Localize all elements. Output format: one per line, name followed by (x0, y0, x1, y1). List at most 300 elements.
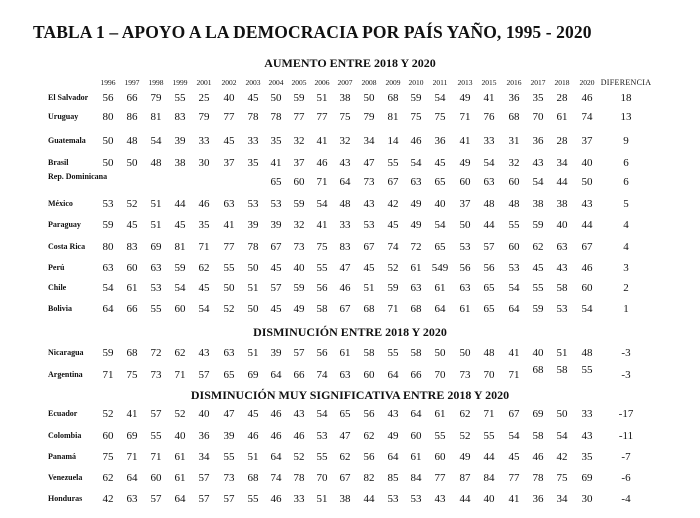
table-cell: 59 (293, 282, 305, 294)
difference-cell: 6 (623, 157, 629, 169)
table-cell: 55 (387, 347, 399, 359)
table-cell: 41 (316, 219, 328, 231)
table-cell: 54 (434, 219, 446, 231)
table-cell: 55 (150, 303, 162, 315)
year-header: 2016 (506, 78, 522, 87)
table-cell: 79 (150, 92, 162, 104)
table-cell: 43 (198, 347, 210, 359)
table-cell: 51 (247, 347, 259, 359)
table-cell: 47 (339, 430, 351, 442)
table-cell: 57 (198, 369, 210, 381)
table-cell: 77 (293, 111, 305, 123)
table-cell: 36 (532, 135, 544, 147)
table-cell: 61 (174, 472, 186, 484)
table-cell: 64 (508, 303, 520, 315)
table-row (0, 364, 700, 383)
table-cell: 62 (459, 408, 471, 420)
table-cell: 60 (102, 430, 114, 442)
table-cell: 60 (174, 303, 186, 315)
table-cell: 32 (293, 219, 305, 231)
table-cell: 57 (223, 493, 235, 505)
table-cell: 63 (102, 262, 114, 274)
table-cell: 73 (459, 369, 471, 381)
table-cell: 61 (339, 347, 351, 359)
table-cell: 71 (459, 111, 471, 123)
table-cell: 36 (434, 135, 446, 147)
table-cell: 54 (556, 430, 568, 442)
table-cell: 66 (293, 369, 305, 381)
table-cell: 43 (434, 493, 446, 505)
table-cell: 33 (581, 408, 593, 420)
table-cell: 40 (293, 262, 305, 274)
table-cell: 33 (339, 219, 351, 231)
table-cell: 67 (339, 472, 351, 484)
table-cell: 57 (150, 408, 162, 420)
table-cell: 33 (293, 493, 305, 505)
table-cell: 52 (223, 303, 235, 315)
table-cell: 38 (339, 493, 351, 505)
country-name: Brasil (48, 158, 69, 167)
table-cell: 71 (508, 369, 520, 381)
table-cell: 32 (293, 135, 305, 147)
country-name: Uruguay (48, 112, 79, 121)
year-header: 2020 (579, 78, 595, 87)
table-cell: 82 (363, 472, 375, 484)
table-cell: 45 (363, 262, 375, 274)
table-cell: 50 (434, 347, 446, 359)
table-cell: 40 (198, 408, 210, 420)
table-cell: 64 (410, 408, 422, 420)
table-cell: 50 (459, 347, 471, 359)
table-row (0, 90, 700, 106)
table-cell: 61 (434, 282, 446, 294)
table-cell: 56 (363, 451, 375, 463)
table-cell: 46 (270, 493, 282, 505)
table-cell: 63 (556, 241, 568, 253)
table-cell: 40 (581, 157, 593, 169)
table-cell: 53 (247, 198, 259, 210)
table-cell: 65 (223, 369, 235, 381)
table-cell: 56 (363, 408, 375, 420)
table-cell: 48 (581, 347, 593, 359)
table-cell: 40 (174, 430, 186, 442)
table-cell: 50 (363, 92, 375, 104)
table-row (0, 133, 700, 149)
year-header: 2001 (196, 78, 212, 87)
table-cell: 75 (316, 241, 328, 253)
table-cell: 78 (247, 241, 259, 253)
table-cell: 59 (410, 92, 422, 104)
table-cell: 55 (247, 493, 259, 505)
table-cell: 56 (316, 282, 328, 294)
table-cell: 73 (363, 176, 375, 188)
table-cell: 68 (387, 92, 399, 104)
difference-cell: -11 (618, 430, 634, 442)
table-cell: 39 (174, 135, 186, 147)
table-row (0, 196, 700, 212)
table-cell: 51 (150, 219, 162, 231)
table-cell: 60 (459, 176, 471, 188)
table-row (0, 217, 700, 233)
table-cell: 54 (102, 282, 114, 294)
table-cell: 44 (459, 493, 471, 505)
table-cell: 59 (174, 262, 186, 274)
table-cell: 55 (434, 430, 446, 442)
table-cell: 61 (174, 451, 186, 463)
table-cell: 63 (339, 369, 351, 381)
table-cell: 56 (102, 92, 114, 104)
table-cell: 28 (556, 135, 568, 147)
table-cell: 45 (434, 157, 446, 169)
table-cell: 59 (102, 219, 114, 231)
table-row (0, 449, 700, 465)
table-cell: 75 (126, 369, 138, 381)
table-cell: 60 (363, 369, 375, 381)
table-cell: 49 (410, 198, 422, 210)
table-cell: 61 (434, 408, 446, 420)
table-cell: 67 (363, 241, 375, 253)
table-cell: 67 (508, 408, 520, 420)
table-cell: 45 (126, 219, 138, 231)
table-cell: 62 (174, 347, 186, 359)
table-cell: 43 (532, 157, 544, 169)
table-cell: 57 (270, 282, 282, 294)
difference-cell: 2 (623, 282, 629, 294)
table-cell: 54 (316, 408, 328, 420)
difference-cell: -3 (621, 369, 631, 381)
year-header: 2008 (361, 78, 377, 87)
table-cell: 34 (556, 157, 568, 169)
year-header: 1998 (148, 78, 164, 87)
table-cell: 55 (532, 282, 544, 294)
difference-cell: -3 (621, 347, 631, 359)
country-name: El Salvador (48, 93, 89, 102)
table-cell: 77 (434, 472, 446, 484)
year-header: 1996 (100, 78, 116, 87)
country-name: Colombia (48, 431, 82, 440)
table-cell: 77 (223, 111, 235, 123)
table-cell: 59 (532, 303, 544, 315)
difference-cell: 6 (623, 176, 629, 188)
table-cell: 52 (293, 451, 305, 463)
table-cell: 71 (198, 241, 210, 253)
table-cell: 52 (387, 262, 399, 274)
table-cell: 69 (581, 472, 593, 484)
table-cell: 61 (410, 451, 422, 463)
table-cell: 34 (556, 493, 568, 505)
table-cell: 55 (223, 451, 235, 463)
table-cell: 55 (316, 451, 328, 463)
table-cell: 62 (102, 472, 114, 484)
table-cell: 59 (387, 282, 399, 294)
table-cell: 46 (316, 157, 328, 169)
table-cell: 46 (532, 451, 544, 463)
table-cell: 38 (174, 157, 186, 169)
table-cell: 44 (483, 219, 495, 231)
table-cell: 49 (459, 451, 471, 463)
country-name: Costa Rica (48, 242, 86, 251)
difference-cell: 5 (623, 198, 629, 210)
difference-cell: -4 (621, 493, 631, 505)
table-cell: 65 (434, 176, 446, 188)
table-cell: 50 (102, 135, 114, 147)
table-cell: 46 (247, 430, 259, 442)
table-cell: 73 (150, 369, 162, 381)
year-header-row (0, 77, 700, 89)
table-cell: 72 (150, 347, 162, 359)
table-cell: 549 (431, 262, 449, 274)
year-header: 2010 (408, 78, 424, 87)
year-header: 2004 (268, 78, 284, 87)
table-cell: 55 (483, 430, 495, 442)
table-cell: 60 (150, 472, 162, 484)
table-cell: 48 (483, 347, 495, 359)
year-header: 2006 (314, 78, 330, 87)
table-cell: 14 (387, 135, 399, 147)
table-cell: 33 (198, 135, 210, 147)
table-cell: 67 (581, 241, 593, 253)
table-cell: 68 (532, 364, 544, 376)
table-cell: 50 (126, 157, 138, 169)
year-header: 2009 (385, 78, 401, 87)
table-cell: 39 (270, 219, 282, 231)
country-name: Argentina (48, 370, 83, 379)
table-cell: 42 (387, 198, 399, 210)
table-cell: 69 (247, 369, 259, 381)
table-cell: 70 (434, 369, 446, 381)
table-row (0, 428, 700, 444)
table-row (0, 491, 700, 507)
table-cell: 50 (556, 408, 568, 420)
year-header: 2005 (291, 78, 307, 87)
table-cell: 60 (126, 262, 138, 274)
table-cell: 46 (339, 282, 351, 294)
table-cell: 38 (339, 92, 351, 104)
table-cell: 42 (556, 451, 568, 463)
table-cell: 50 (223, 282, 235, 294)
table-cell: 61 (459, 303, 471, 315)
table-cell: 60 (581, 282, 593, 294)
table-row (0, 406, 700, 422)
table-cell: 64 (270, 451, 282, 463)
table-cell: 43 (387, 408, 399, 420)
table-cell: 39 (223, 430, 235, 442)
table-cell: 44 (581, 219, 593, 231)
table-cell: 45 (270, 303, 282, 315)
table-cell: 37 (459, 198, 471, 210)
table-cell: 54 (198, 303, 210, 315)
table-cell: 55 (150, 430, 162, 442)
table-cell: 78 (247, 111, 259, 123)
year-header: 2002 (221, 78, 237, 87)
table-cell: 74 (387, 241, 399, 253)
table-cell: 45 (247, 92, 259, 104)
table-cell: 86 (126, 111, 138, 123)
table-row (0, 280, 700, 296)
table-cell: 47 (363, 157, 375, 169)
table-cell: 73 (223, 472, 235, 484)
table-cell: 48 (126, 135, 138, 147)
table-cell: 58 (410, 347, 422, 359)
table-cell: 63 (150, 262, 162, 274)
table-cell: 41 (508, 493, 520, 505)
table-cell: 61 (410, 262, 422, 274)
table-cell: 56 (459, 262, 471, 274)
table-cell: 43 (581, 198, 593, 210)
table-cell: 66 (410, 369, 422, 381)
table-cell: 36 (198, 430, 210, 442)
table-cell: 54 (316, 198, 328, 210)
table-cell: 68 (247, 472, 259, 484)
table-cell: 46 (581, 262, 593, 274)
table-cell: 77 (508, 472, 520, 484)
table-cell: 78 (532, 472, 544, 484)
table-cell: 62 (339, 451, 351, 463)
table-cell: 67 (339, 303, 351, 315)
country-name: Panamá (48, 452, 76, 461)
table-cell: 54 (150, 135, 162, 147)
table-cell: 41 (459, 135, 471, 147)
table-cell: 71 (150, 451, 162, 463)
table-cell: 54 (483, 157, 495, 169)
year-header: 2011 (432, 78, 448, 87)
table-cell: 53 (508, 262, 520, 274)
table-cell: 70 (532, 111, 544, 123)
table-cell: 45 (508, 451, 520, 463)
table-cell: 71 (126, 451, 138, 463)
table-cell: 57 (483, 241, 495, 253)
table-cell: 60 (410, 430, 422, 442)
table-cell: 54 (581, 303, 593, 315)
table-cell: 45 (270, 262, 282, 274)
table-cell: 38 (556, 198, 568, 210)
table-cell: 58 (316, 303, 328, 315)
table-cell: 58 (363, 347, 375, 359)
table-cell: 44 (363, 493, 375, 505)
table-cell: 65 (483, 303, 495, 315)
table-cell: 84 (410, 472, 422, 484)
table-cell: 46 (198, 198, 210, 210)
table-cell: 28 (556, 92, 568, 104)
table-cell: 61 (556, 111, 568, 123)
section-heading-decrease: DISMINUCIÓN ENTRE 2018 Y 2020 (253, 325, 447, 339)
table-cell: 55 (387, 157, 399, 169)
table-cell: 69 (532, 408, 544, 420)
table-cell: 61 (126, 282, 138, 294)
year-header: 2017 (530, 78, 546, 87)
table-cell: 87 (459, 472, 471, 484)
table-cell: 68 (410, 303, 422, 315)
country-name: Ecuador (48, 409, 78, 418)
table-cell: 75 (339, 111, 351, 123)
table-cell: 62 (532, 241, 544, 253)
table-cell: 43 (293, 408, 305, 420)
table-cell: 59 (293, 92, 305, 104)
table-cell: 81 (150, 111, 162, 123)
table-cell: 83 (339, 241, 351, 253)
table-cell: 72 (410, 241, 422, 253)
section-heading-strong-decrease: DISMINUCIÓN MUY SIGNIFICATIVA ENTRE 2018 Y 2020 (190, 388, 510, 402)
table-cell: 64 (270, 369, 282, 381)
table-cell: 34 (363, 135, 375, 147)
table-cell: 58 (532, 430, 544, 442)
table-cell: 63 (410, 282, 422, 294)
table-cell: 36 (508, 92, 520, 104)
table-cell: 51 (316, 92, 328, 104)
country-name: Honduras (48, 494, 83, 503)
table-cell: 32 (508, 157, 520, 169)
table-cell: 48 (150, 157, 162, 169)
table-cell: 50 (102, 157, 114, 169)
table-cell: 75 (410, 111, 422, 123)
table-cell: 54 (174, 282, 186, 294)
table-cell: 37 (293, 157, 305, 169)
table-cell: 60 (508, 241, 520, 253)
table-cell: 53 (363, 219, 375, 231)
table-cell: 33 (247, 135, 259, 147)
table-cell: 64 (339, 176, 351, 188)
table-cell: 40 (434, 198, 446, 210)
table-cell: 48 (339, 198, 351, 210)
difference-cell: 18 (620, 92, 632, 104)
table-cell: 70 (483, 369, 495, 381)
table-cell: 52 (459, 430, 471, 442)
table-cell: 40 (483, 493, 495, 505)
table-cell: 44 (174, 198, 186, 210)
table-cell: 43 (339, 157, 351, 169)
table-cell: 51 (363, 282, 375, 294)
table-cell: 78 (270, 111, 282, 123)
country-name: Venezuela (48, 473, 83, 482)
table-cell: 46 (581, 92, 593, 104)
table-cell: 78 (293, 472, 305, 484)
table-cell: 46 (410, 135, 422, 147)
table-cell: 33 (483, 135, 495, 147)
table-cell: 50 (270, 92, 282, 104)
difference-header: DIFERENCIA (600, 78, 652, 87)
table-cell: 63 (223, 347, 235, 359)
table-cell: 71 (483, 408, 495, 420)
difference-cell: 3 (623, 262, 629, 274)
table-cell: 53 (102, 198, 114, 210)
table-cell: 38 (532, 198, 544, 210)
table-cell: 50 (247, 303, 259, 315)
table-cell: 81 (387, 111, 399, 123)
table-cell: 75 (434, 111, 446, 123)
table-cell: 46 (270, 408, 282, 420)
table-cell: 50 (581, 176, 593, 188)
country-name: Nicaragua (48, 348, 84, 357)
table-cell: 31 (508, 135, 520, 147)
table-cell: 55 (581, 364, 593, 376)
table-cell: 51 (150, 198, 162, 210)
table-cell: 74 (270, 472, 282, 484)
table-cell: 63 (483, 176, 495, 188)
table-cell: 54 (410, 157, 422, 169)
table-cell: 51 (247, 451, 259, 463)
table-cell: 55 (316, 262, 328, 274)
table-cell: 56 (483, 262, 495, 274)
table-cell: 65 (434, 241, 446, 253)
table-cell: 41 (270, 157, 282, 169)
table-cell: 57 (150, 493, 162, 505)
table-cell: 71 (174, 369, 186, 381)
table-cell: 84 (483, 472, 495, 484)
table-cell: 45 (387, 219, 399, 231)
table-row (0, 470, 700, 486)
table-cell: 83 (174, 111, 186, 123)
table-cell: 43 (581, 430, 593, 442)
